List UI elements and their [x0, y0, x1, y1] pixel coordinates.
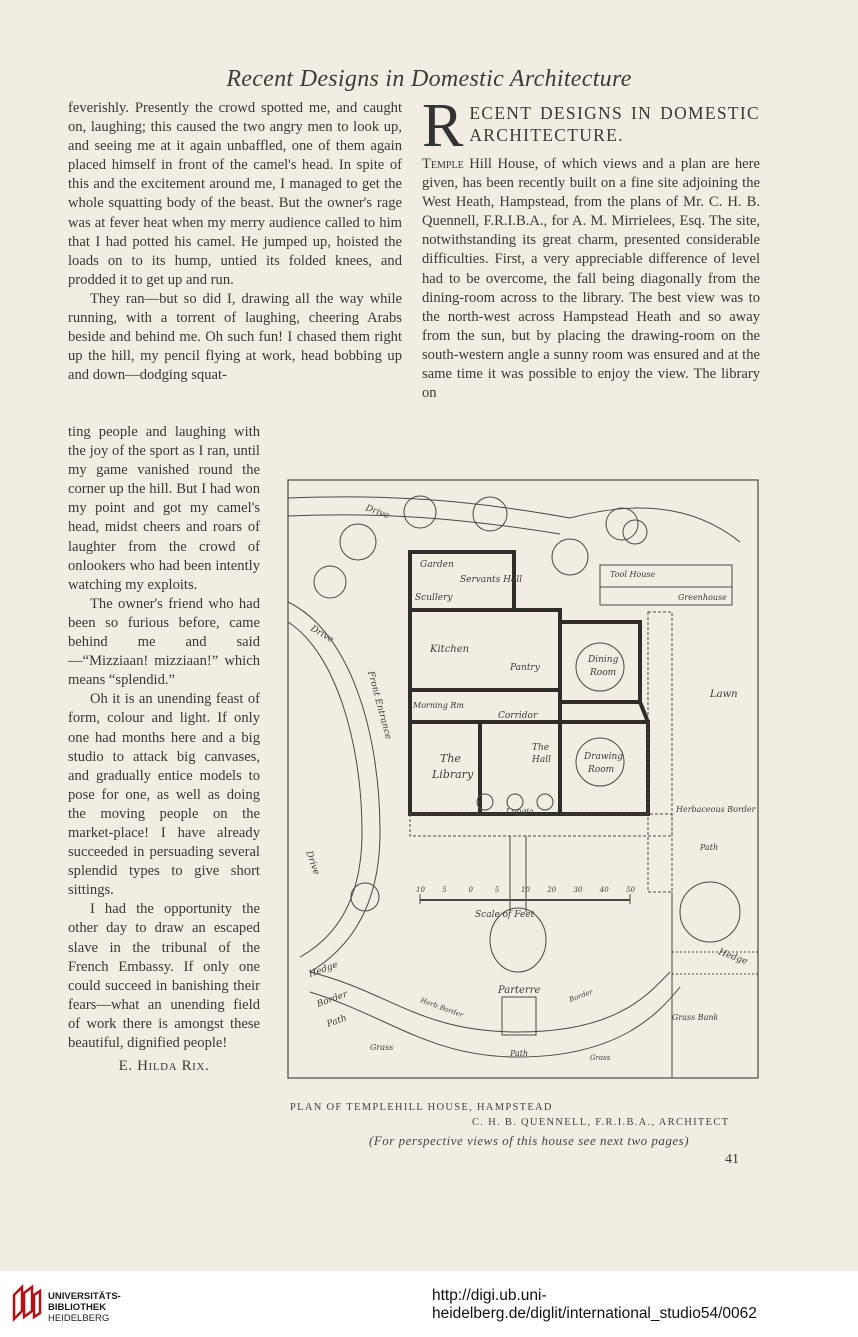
scale-tick-label: 30 — [573, 886, 583, 894]
plan-label: Lawn — [710, 689, 738, 700]
logo-text-line3: HEIDELBERG — [48, 1313, 110, 1324]
plan-label: Morning Rm — [413, 701, 464, 710]
logo-text-line1: UNIVERSITÄTS- — [48, 1291, 121, 1302]
scale-tick-label: 0 — [468, 886, 473, 894]
plan-label: Border — [567, 987, 594, 1004]
right-column-top — [422, 92, 760, 403]
plan-label: Drive — [308, 623, 335, 646]
plan-label: The — [532, 743, 550, 753]
left-column-narrow — [68, 423, 260, 1076]
plan-label: The — [440, 752, 461, 765]
plan-label: Scale of Feet — [475, 910, 535, 920]
article-body: Hill House, of which views and a plan are here given, has been recently built on a fine site adjoining the West Heath, Hampstead, from the plans of Mr. C. H. B. Quennell, F.R.I.B.A., for A. M. Mirrielees, Esq. The site, notwithstanding its great charm, presented considerable difficulties. First, a very appreciable difference of level had to be overcome, the fall being diagonally from the dining-room across to the library. The best view was to the north-west across Hampstead Heath and so away from the sun, but by placing the drawing-room on the south-western angle a sunny room was ensured and at the same time it was possible to enjoy the view. The library on — [422, 156, 760, 402]
paragraph: The owner's friend who had been so furious before, came behind me and said —“Mizziaan! mizziaan!” which means “splendid.” — [68, 595, 260, 689]
paragraph: ting people and laughing with the joy of the sport as I ran, until my game vanished round the corner up the hill. But I had won my point and got my camel's head, midst cheers and roars of laughter from the crowd of onlookers who had been intently watching my exploits. — [68, 424, 260, 593]
plan-label: Grass — [590, 1054, 611, 1062]
plan-label: Garden — [420, 560, 454, 570]
plan-label: Hedge — [307, 960, 340, 980]
source-url-link[interactable]: http://digi.ub.uni-heidelberg.de/diglit/international_studio54/0062 — [432, 1287, 757, 1322]
plan-label: Drawing — [584, 752, 624, 762]
scale-ticks — [416, 886, 635, 894]
plan-label: Border — [315, 989, 349, 1010]
scale-tick-label: 10 — [521, 886, 530, 894]
scale-tick-label: 10 — [416, 886, 425, 894]
article-title: ECENT DESIGNS IN DOMESTIC ARCHITECTURE. — [469, 103, 760, 145]
figure-caption-line3: (For perspective views of this house see next two pages) — [369, 1133, 690, 1148]
scale-tick-label: 5 — [442, 886, 447, 894]
plan-label: Drive — [303, 849, 322, 877]
house-plan-figure — [270, 472, 765, 1088]
plan-label: Corridor — [498, 711, 538, 721]
plan-label: Library — [432, 768, 474, 781]
plan-label: Room — [588, 765, 615, 775]
plan-label: Herbaceous Border — [676, 805, 756, 814]
scale-tick-label: 5 — [494, 886, 500, 894]
paragraph: Oh it is an unending feast of form, colour and light. If only one had months here and a big studio to attack big canvases, and gradually entice models to pose for one, as well as doing the moving people on the market-place! I have already succeeded in persuading several splendid types to give short sittings. — [68, 691, 260, 899]
paragraph: They ran—but so did I, drawing all the way while running, with a torrent of laughing, cheering Arabs beside and behind me. Oh such fun! I chased them right up the hill, my pencil flying at work, head bobbing up and down—dodging squat- — [68, 290, 402, 384]
plan-label: Kitchen — [430, 644, 470, 655]
plan-label: Path — [510, 1049, 529, 1058]
running-head: Recent Designs in Domestic Architecture — [226, 66, 632, 92]
scale-tick-label: 50 — [626, 886, 635, 894]
plan-label: Front Entrance — [365, 670, 393, 741]
scale-tick-label: 40 — [599, 886, 609, 894]
plan-label: Hall — [532, 755, 551, 765]
plan-label: Room — [590, 668, 617, 678]
plan-label: Path — [325, 1013, 349, 1030]
plan-label: Grass — [370, 1043, 394, 1052]
plan-label: Drive — [363, 503, 391, 522]
drop-cap: R — [422, 92, 464, 160]
library-logo-icon — [10, 1283, 44, 1323]
left-column-top — [68, 99, 402, 385]
figure-caption-line1: PLAN OF TEMPLEHILL HOUSE, HAMPSTEAD — [290, 1102, 553, 1113]
page-number: 41 — [725, 1152, 739, 1167]
plan-label: Greenhouse — [678, 593, 727, 602]
scale-tick-label: 20 — [547, 886, 557, 894]
plan-label: Scullery — [415, 593, 453, 603]
plan-label: Herb Border — [419, 996, 465, 1020]
plan-label: Tool House — [610, 570, 656, 579]
author-signature: E. Hilda Rix. — [118, 1058, 210, 1075]
paragraph: feverishly. Presently the crowd spotted me, and caught on, laughing; this caused the two angry men to look up, and seeing me at it again unbaffled, one of them again placed himself in front of the camel's head. In spite of this and the excitement around me, I managed to get the whole squatting body of the beast. But the owner's rage was at fever heat when my merry audience called to him that I had potted his camel. He jumped up, hoisted the loads on to its hump, untied its folded knees, and prodded it to get up and run. — [68, 100, 402, 288]
plan-label: Loggia — [506, 807, 534, 816]
plan-label: Dining — [588, 655, 619, 665]
plan-label: Hedge — [716, 947, 749, 968]
lead-word: Temple — [422, 156, 464, 172]
plan-label: Parterre — [498, 985, 541, 996]
figure-caption-line2: C. H. B. QUENNELL, F.R.I.B.A., ARCHITECT — [472, 1117, 730, 1128]
plan-label: Grass Bank — [672, 1013, 719, 1022]
logo-text-line2: BIBLIOTHEK — [48, 1302, 107, 1313]
plan-label: Path — [700, 843, 719, 852]
plan-label: Pantry — [510, 663, 540, 673]
footer-bar — [0, 1271, 858, 1337]
plan-label: Servants Hall — [460, 575, 523, 585]
paragraph: I had the opportunity the other day to draw an escaped slave in the tribunal of the French Embassy. If only one could succeed in banishing their fears—what an unending field of work there is amongst these beautiful, dignified people! — [68, 901, 260, 1051]
